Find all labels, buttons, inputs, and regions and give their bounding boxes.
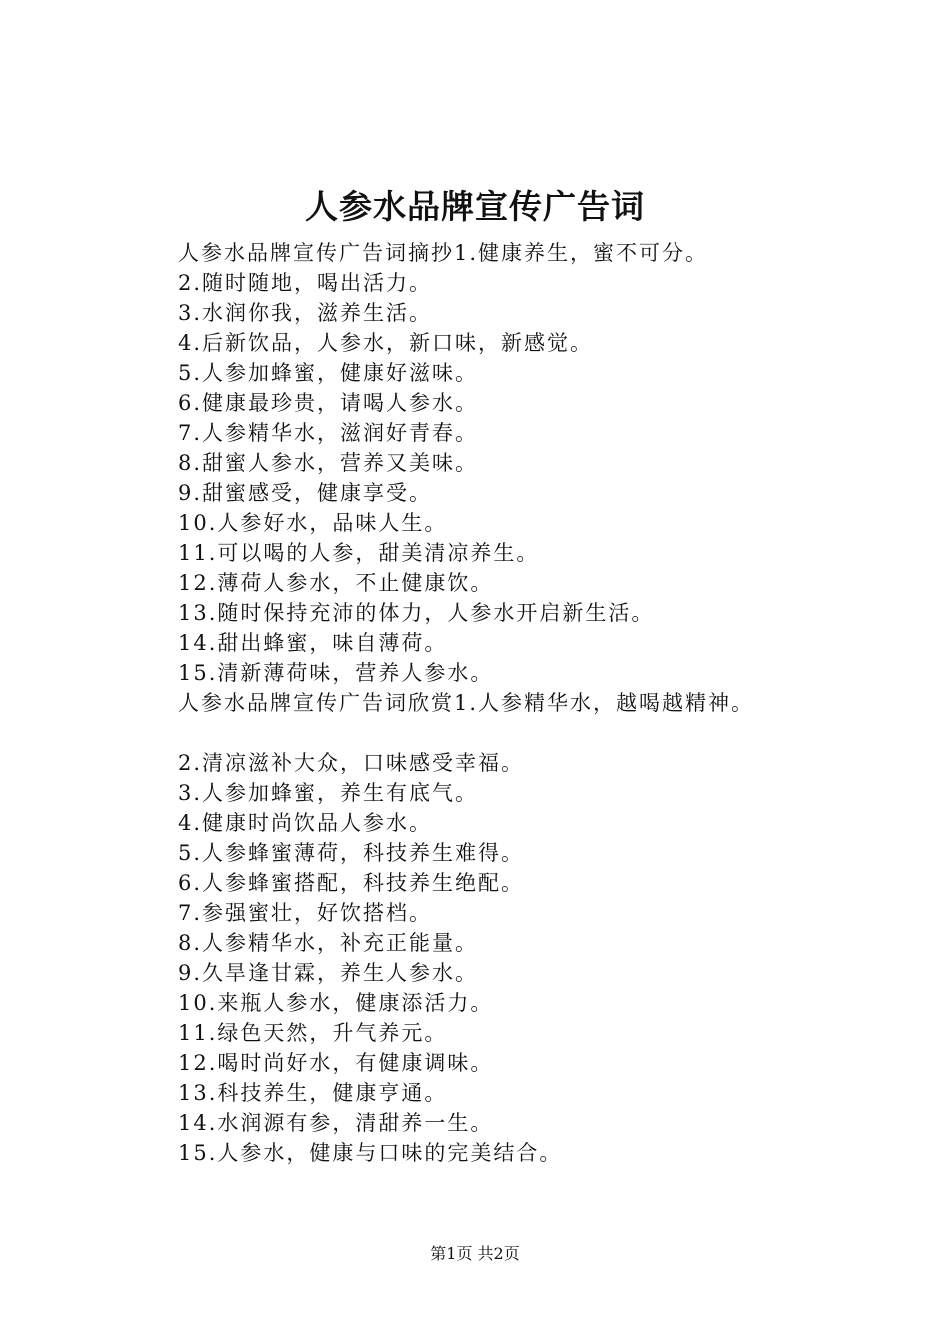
text-line: 11.绿色天然，升气养元。 [178,1021,448,1045]
text-line: 人参水品牌宣传广告词摘抄1.健康养生，蜜不可分。 [178,241,709,265]
text-line: 7.人参精华水，滋润好青春。 [178,421,479,445]
text-line: 13.科技养生，健康亨通。 [178,1081,448,1105]
text-line: 9.甜蜜感受，健康享受。 [178,481,433,505]
blank-line [178,718,918,748]
text-line: 3.水润你我，滋养生活。 [178,301,433,325]
page-title: 人参水品牌宣传广告词 [305,187,645,226]
text-line: 人参水品牌宣传广告词欣赏1.人参精华水，越喝越精神。 [178,691,755,715]
text-line: 15.清新薄荷味，营养人参水。 [178,661,494,685]
text-line: 13.随时保持充沛的体力，人参水开启新生活。 [178,601,655,625]
text-line: 2.随时随地，喝出活力。 [178,271,433,295]
text-line: 6.健康最珍贵，请喝人参水。 [178,391,479,415]
text-line: 2.清凉滋补大众，口味感受幸福。 [178,751,525,775]
text-line: 10.人参好水，品味人生。 [178,511,448,535]
text-line: 12.喝时尚好水，有健康调味。 [178,1051,494,1075]
text-line: 6.人参蜂蜜搭配，科技养生绝配。 [178,871,525,895]
text-line: 8.甜蜜人参水，营养又美味。 [178,451,479,475]
text-line: 5.人参加蜂蜜，健康好滋味。 [178,361,479,385]
text-line: 8.人参精华水，补充正能量。 [178,931,479,955]
document-body [178,238,918,1168]
text-line: 14.水润源有参，清甜养一生。 [178,1111,494,1135]
text-line: 9.久旱逢甘霖，养生人参水。 [178,961,479,985]
text-line: 10.来瓶人参水，健康添活力。 [178,991,494,1015]
text-line: 15.人参水，健康与口味的完美结合。 [178,1141,563,1165]
text-line: 4.后新饮品，人参水，新口味，新感觉。 [178,331,594,355]
text-line: 4.健康时尚饮品人参水。 [178,811,433,835]
text-line: 7.参强蜜壮，好饮搭档。 [178,901,433,925]
text-line: 5.人参蜂蜜薄荷，科技养生难得。 [178,841,525,865]
text-line: 12.薄荷人参水，不止健康饮。 [178,571,494,595]
text-line: 14.甜出蜂蜜，味自薄荷。 [178,631,448,655]
page-footer: 第1页 共2页 [430,1244,520,1263]
text-line: 3.人参加蜂蜜，养生有底气。 [178,781,479,805]
text-line: 11.可以喝的人参，甜美清凉养生。 [178,541,540,565]
